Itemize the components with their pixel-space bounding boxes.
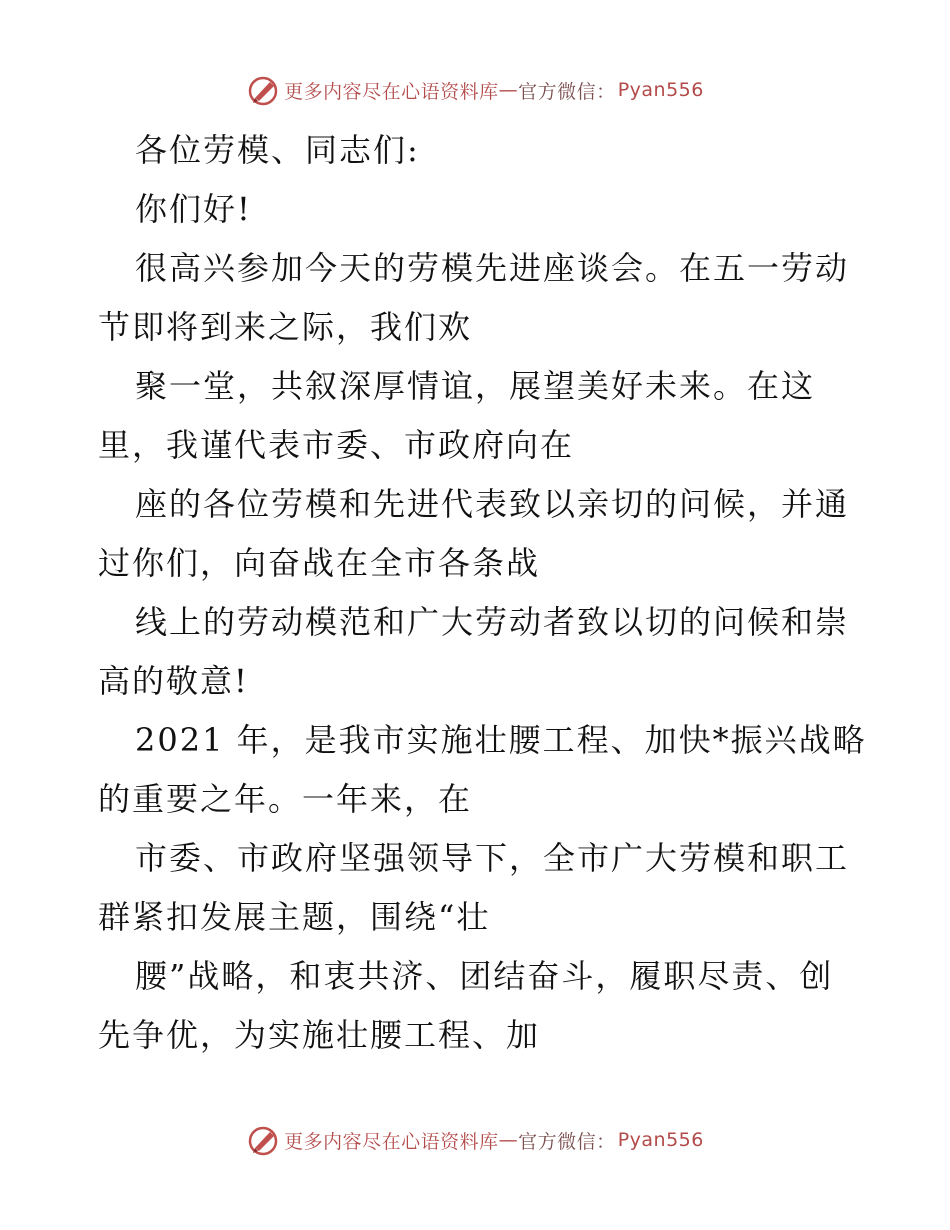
- text-line: 腰”战略，和衷共济、团结奋斗，履职尽责、创: [135, 957, 834, 995]
- watermark-dash: —: [498, 79, 519, 101]
- text-line: 群紧扣发展主题，围绕“壮: [98, 898, 491, 936]
- text-line: 聚一堂，共叙深厚情谊，展望美好未来。在这: [135, 367, 816, 405]
- watermark-dash: —: [498, 1129, 519, 1151]
- text-line: 节即将到来之际，我们欢: [98, 308, 473, 346]
- pen-logo-icon: [246, 73, 280, 107]
- pen-logo-icon: [246, 1123, 280, 1157]
- footer-watermark: [0, 1122, 950, 1158]
- text-line: 你们好!: [135, 190, 252, 228]
- watermark-wechat-id: Pyan556: [617, 79, 704, 101]
- text-line: 市委、市政府坚强领导下，全市广大劳模和职工: [135, 839, 850, 877]
- text-line: 过你们，向奋战在全市各条战: [98, 544, 541, 582]
- text-line: 座的各位劳模和先进代表致以亲切的问候，并通: [135, 485, 850, 523]
- text-line: 里，我谨代表市委、市政府向在: [98, 426, 575, 464]
- text-line: 高的敬意!: [98, 662, 249, 700]
- text-line: 很高兴参加今天的劳模先进座谈会。在五一劳动: [135, 249, 850, 287]
- text-line: 2021 年，是我市实施壮腰工程、加快*振兴战略: [135, 721, 867, 759]
- watermark-main-text: 更多内容尽在心语资料库: [284, 80, 499, 103]
- watermark-wechat-id: Pyan556: [617, 1129, 704, 1151]
- watermark-wechat-label: 官方微信：: [518, 80, 616, 103]
- watermark-wechat-label: 官方微信：: [518, 1130, 616, 1153]
- watermark-main-text: 更多内容尽在心语资料库: [284, 1130, 499, 1153]
- text-line: 各位劳模、同志们:: [135, 131, 420, 169]
- document-body: [98, 121, 867, 1065]
- text-line: 先争优，为实施壮腰工程、加: [98, 1016, 541, 1054]
- text-line: 线上的劳动模范和广大劳动者致以切的问候和崇: [135, 603, 850, 641]
- header-watermark: [0, 72, 950, 108]
- text-line: 的重要之年。一年来，在: [98, 780, 473, 818]
